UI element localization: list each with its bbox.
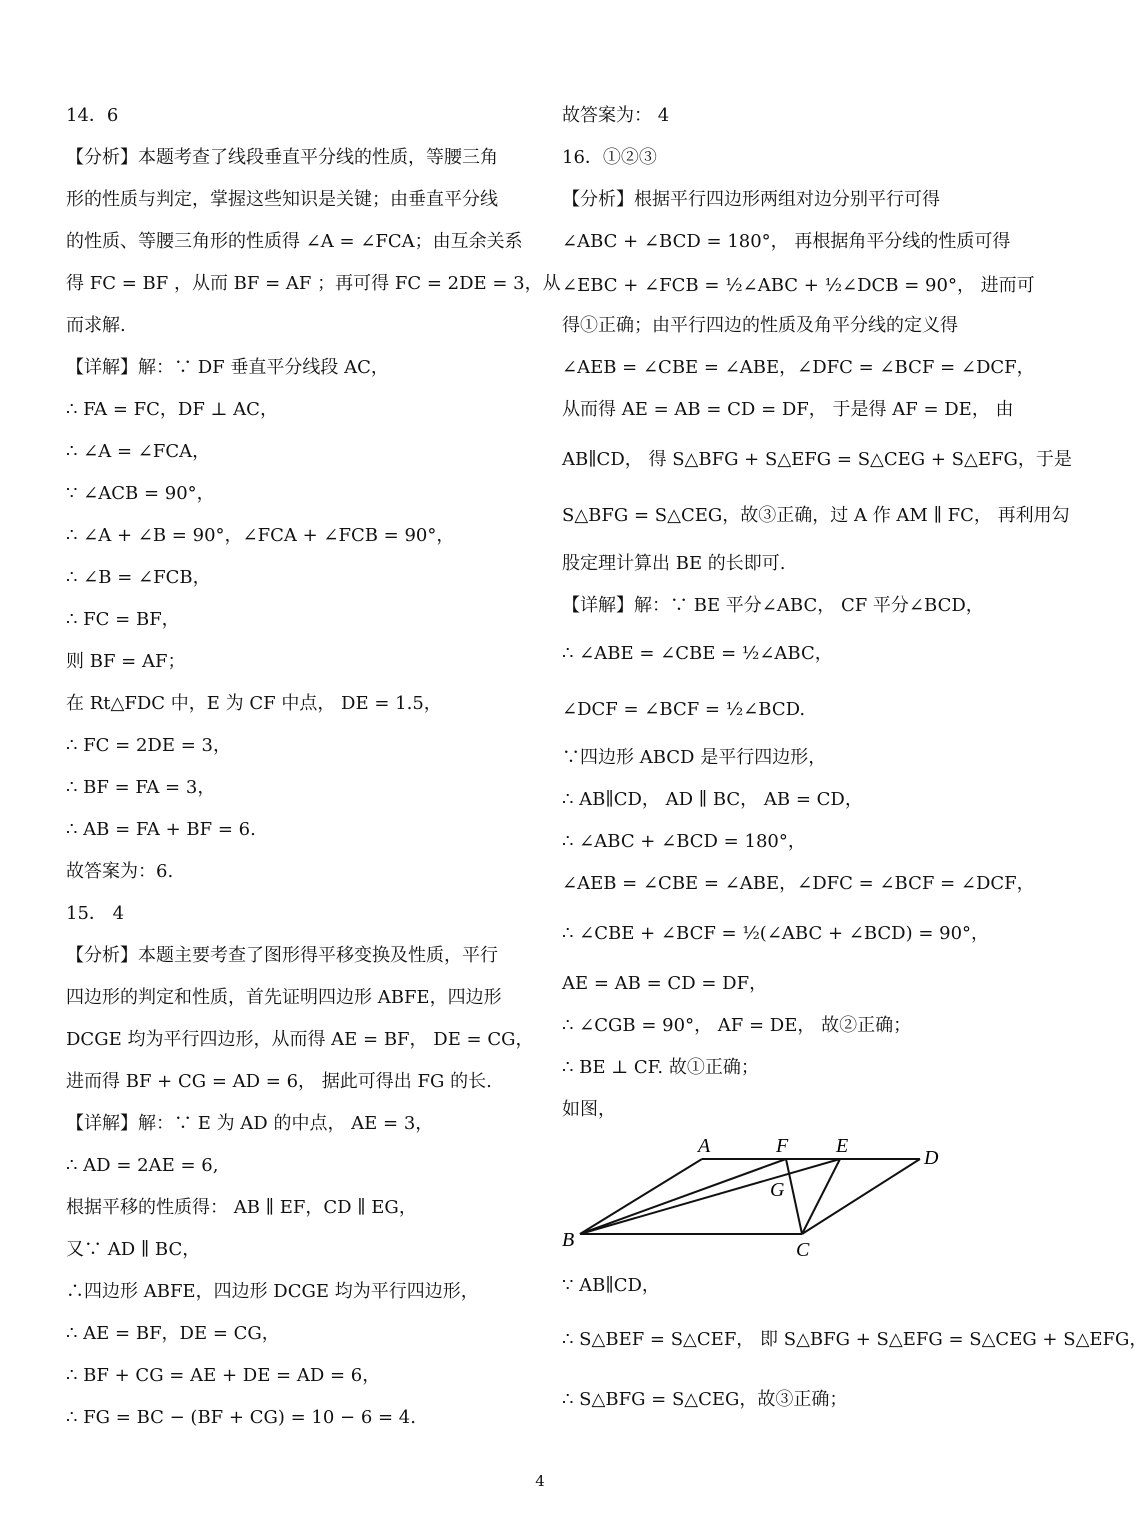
geometry-figure [562, 1134, 962, 1264]
text-line: ∴ ∠ABC + ∠BCD = 180°， [562, 831, 806, 852]
text-line: ∴ ∠B = ∠FCB， [66, 567, 211, 588]
text-line: S△BFG = S△CEG，故③正确，过 A 作 AM ∥ FC， 再利用勾 [562, 505, 1070, 526]
text-line: 的性质、等腰三角形的性质得 ∠A = ∠FCA；由互余关系 [66, 231, 523, 252]
text-line: ∴ ∠A = ∠FCA， [66, 441, 211, 462]
text-line: ∴ FG = BC − (BF + CG) = 10 − 6 = 4. [66, 1407, 416, 1428]
text-line: 四边形的判定和性质，首先证明四边形 ABFE，四边形 [66, 987, 502, 1008]
text-line: ∴ BF = FA = 3， [66, 777, 216, 798]
page-number: 4 [535, 1472, 545, 1490]
text-line: ∴四边形 ABFE，四边形 DCGE 均为平行四边形， [66, 1281, 479, 1302]
text-line: AE = AB = CD = DF， [562, 973, 768, 994]
text-line: 得 FC = BF ，从而 BF = AF ；再可得 FC = 2DE = 3，从 [66, 273, 561, 294]
right-column [562, 104, 1147, 1412]
text-line: 15． 4 [66, 903, 125, 924]
text-line: 根据平移的性质得： AB ∥ EF，CD ∥ EG， [66, 1197, 417, 1218]
text-line: 【详解】解：∵ BE 平分∠ABC， CF 平分∠BCD， [562, 595, 984, 616]
text-line: ∠AEB = ∠CBE = ∠ABE，∠DFC = ∠BCF = ∠DCF， [562, 873, 1035, 894]
label-f: F [776, 1135, 789, 1157]
text-line: ∵四边形 ABCD 是平行四边形， [562, 747, 827, 768]
label-c: C [796, 1239, 810, 1261]
text-line: 而求解. [66, 315, 126, 336]
text-line: ∴ ∠CGB = 90°， AF = DE， 故②正确； [562, 1015, 912, 1036]
text-line: ∴ AB = FA + BF = 6. [66, 819, 256, 840]
text-line: ∴ ∠CBE + ∠BCF = ½(∠ABC + ∠BCD) = 90°， [562, 923, 990, 944]
text-line: 【分析】本题主要考查了图形得平移变换及性质，平行 [66, 945, 498, 966]
label-d: D [924, 1147, 939, 1169]
text-line: 进而得 BF + CG = AD = 6， 据此可得出 FG 的长. [66, 1071, 492, 1092]
text-line: ∠EBC + ∠FCB = ½∠ABC + ½∠DCB = 90°， 进而可 [562, 275, 1035, 296]
text-line: ∴ FA = FC，DF ⊥ AC， [66, 399, 278, 420]
label-b: B [562, 1229, 575, 1251]
text-line: 形的性质与判定，掌握这些知识是关键；由垂直平分线 [66, 189, 498, 210]
text-line: ∴ ∠ABE = ∠CBE = ½∠ABC， [562, 643, 833, 664]
text-line: ∴ FC = 2DE = 3， [66, 735, 231, 756]
text-line: 在 Rt△FDC 中，E 为 CF 中点， DE = 1.5， [66, 693, 442, 714]
text-line: 股定理计算出 BE 的长即可. [562, 553, 786, 574]
text-line: 【分析】根据平行四边形两组对边分别平行可得 [562, 189, 940, 210]
text-line: 16．①②③ [562, 147, 657, 168]
text-line: ∴ BF + CG = AE + DE = AD = 6， [66, 1365, 381, 1386]
text-line: DCGE 均为平行四边形，从而得 AE = BF， DE = CG， [66, 1029, 534, 1050]
text-line: ∴ BE ⊥ CF. 故①正确； [562, 1057, 759, 1078]
text-line: 故答案为： 4 [562, 105, 670, 126]
segment-cd [802, 1159, 920, 1234]
text-line: ∠DCF = ∠BCF = ½∠BCD. [562, 699, 806, 720]
text-line: ∠AEB = ∠CBE = ∠ABE，∠DFC = ∠BCF = ∠DCF， [562, 357, 1035, 378]
text-line: AB∥CD， 得 S△BFG + S△EFG = S△CEG + S△EFG，于是 [562, 449, 1072, 470]
text-line: 【详解】解：∵ E 为 AD 的中点， AE = 3， [66, 1113, 434, 1134]
text-line: 【详解】解：∵ DF 垂直平分线段 AC， [66, 357, 389, 378]
text-line: 则 BF = AF； [66, 651, 186, 672]
text-line: ∠ABC + ∠BCD = 180°， 再根据角平分线的性质可得 [562, 231, 1011, 252]
label-e: E [836, 1135, 849, 1157]
text-line: ∴ AD = 2AE = 6, [66, 1155, 219, 1176]
text-line: 又∵ AD ∥ BC， [66, 1239, 201, 1260]
text-line: 得①正确；由平行四边的性质及角平分线的定义得 [562, 315, 958, 336]
segment-be [580, 1159, 840, 1234]
right-column-bottom [562, 1274, 1147, 1412]
text-line: 如图， [562, 1099, 616, 1120]
text-line: 14．6 [66, 105, 119, 126]
right-column-top [562, 104, 1072, 1122]
text-line: 故答案为：6. [66, 861, 174, 882]
text-line: ∴ S△BEF = S△CEF， 即 S△BFG + S△EFG = S△CEG + S△EFG， [562, 1329, 1147, 1350]
text-line: ∴ S△BFG = S△CEG，故③正确； [562, 1389, 848, 1410]
label-g: G [770, 1179, 785, 1201]
label-a: A [698, 1135, 711, 1157]
text-line: ∴ AE = BF，DE = CG， [66, 1323, 280, 1344]
text-line: ∴ AB∥CD， AD ∥ BC， AB = CD， [562, 789, 863, 810]
text-line: ∴ FC = BF， [66, 609, 180, 630]
text-line: ∴ ∠A + ∠B = 90°，∠FCA + ∠FCB = 90°， [66, 525, 455, 546]
text-line: 【分析】本题考查了线段垂直平分线的性质，等腰三角 [66, 147, 498, 168]
left-column [66, 104, 561, 1430]
text-line: ∵ ∠ACB = 90°， [66, 483, 215, 504]
text-line: 从而得 AE = AB = CD = DF， 于是得 AF = DE， 由 [562, 399, 1014, 420]
text-line: ∵ AB∥CD， [562, 1275, 660, 1296]
